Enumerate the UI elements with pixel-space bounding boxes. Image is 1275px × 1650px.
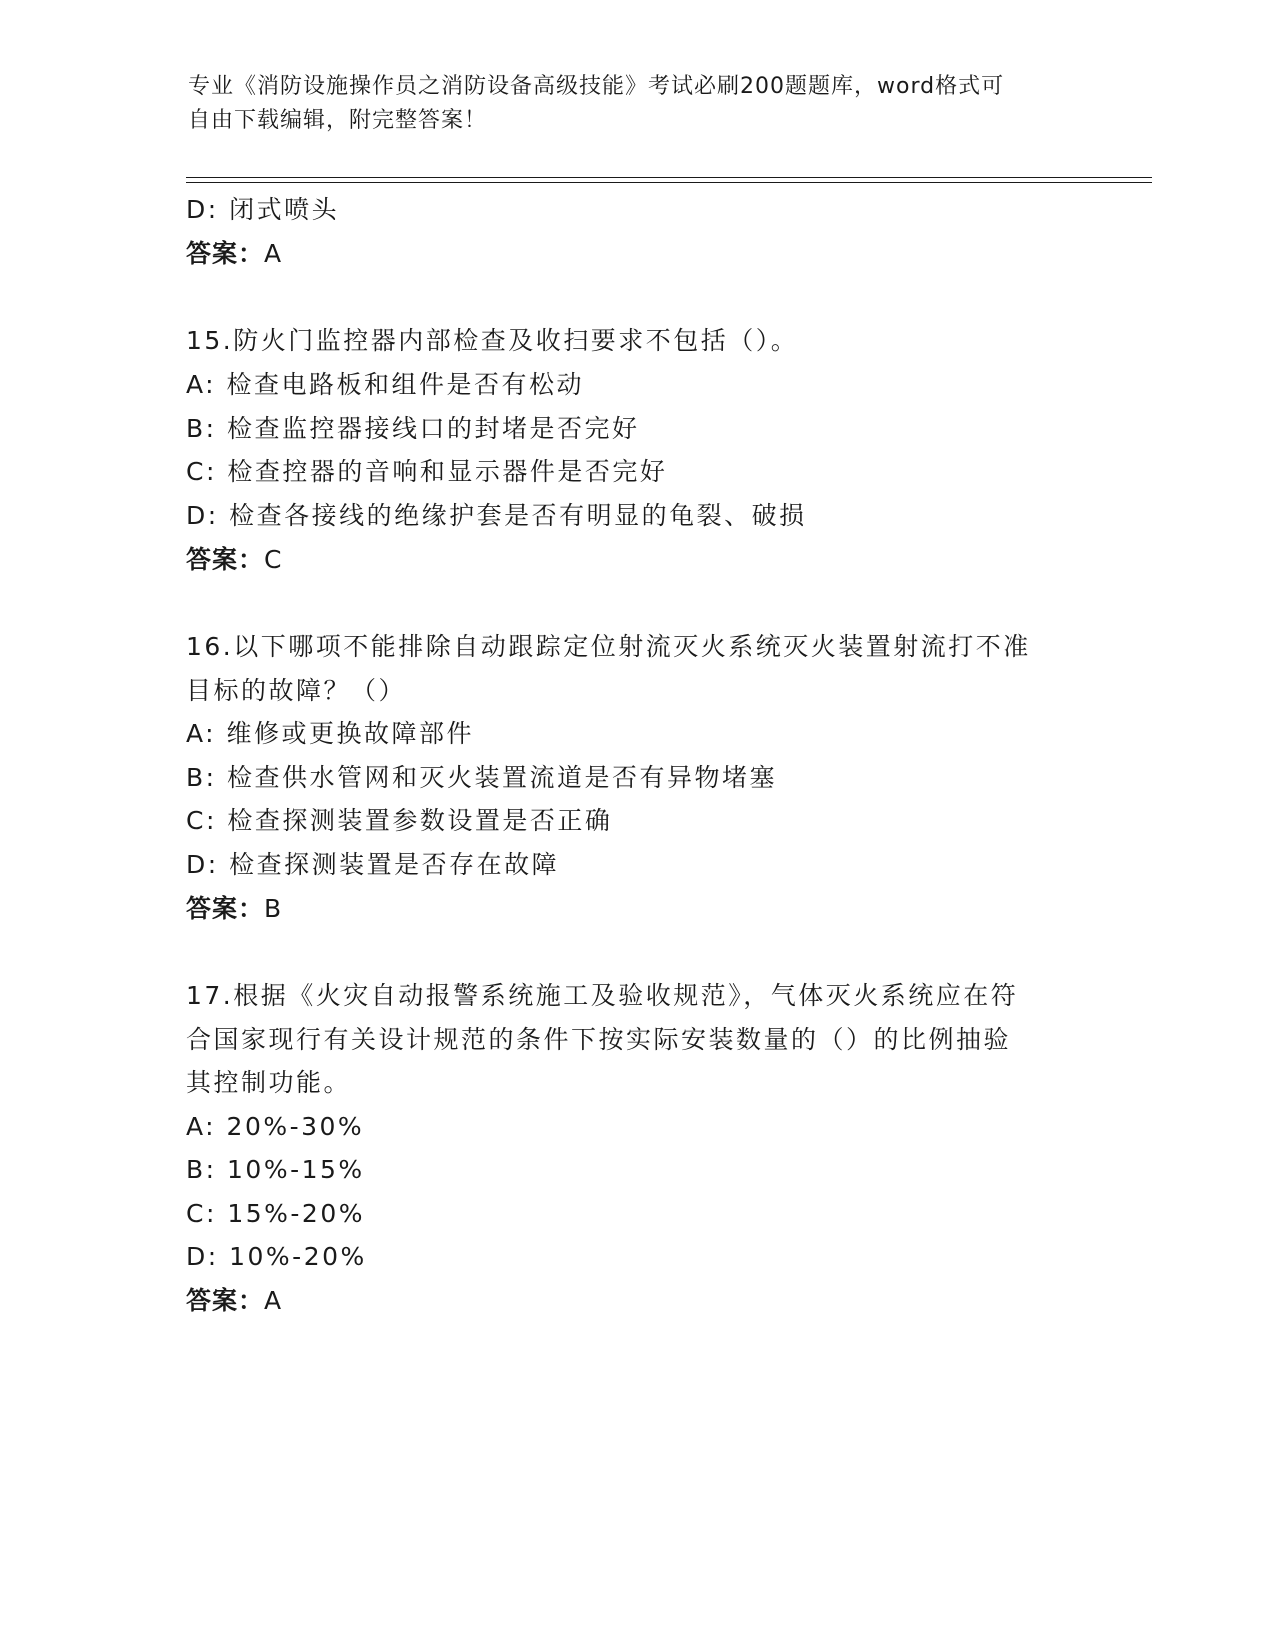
answer-label: 答案： xyxy=(186,1286,265,1315)
q17-option-b: B: 10%-15% xyxy=(186,1155,365,1184)
answer-value: C xyxy=(264,545,283,574)
q15-answer xyxy=(186,543,282,577)
q17-answer xyxy=(186,1284,282,1318)
q14-answer xyxy=(186,237,282,271)
q15-option-b: B: 检查监控器接线口的封堵是否完好 xyxy=(186,414,640,443)
answer-label: 答案： xyxy=(186,239,265,268)
q16-option-d: D: 检查探测装置是否存在故障 xyxy=(186,850,560,879)
q15-option-c: C: 检查控器的音响和显示器件是否完好 xyxy=(186,457,668,486)
q16-option-a: A: 维修或更换故障部件 xyxy=(186,719,475,748)
header-divider-bottom xyxy=(186,182,1152,183)
q17-stem-line-1: 17.根据《火灾自动报警系统施工及验收规范》，气体灭火系统应在符 xyxy=(186,981,1019,1010)
header-divider-top xyxy=(186,177,1152,178)
q17-option-d: D: 10%-20% xyxy=(186,1242,367,1271)
answer-label: 答案： xyxy=(186,545,265,574)
answer-value: A xyxy=(264,239,283,268)
answer-value: B xyxy=(264,894,283,923)
q17-option-c: C: 15%-20% xyxy=(186,1199,365,1228)
q17-option-a: A: 20%-30% xyxy=(186,1112,365,1141)
q16-stem-line-1: 16.以下哪项不能排除自动跟踪定位射流灭火系统灭火装置射流打不准 xyxy=(186,632,1031,661)
q16-option-c: C: 检查探测装置参数设置是否正确 xyxy=(186,806,613,835)
q15-option-d: D: 检查各接线的绝缘护套是否有明显的龟裂、破损 xyxy=(186,501,807,530)
answer-label: 答案： xyxy=(186,894,265,923)
header-line-1: 专业《消防设施操作员之消防设备高级技能》考试必刷200题题库，word格式可 xyxy=(188,74,1005,99)
q16-option-b: B: 检查供水管网和灭火装置流道是否有异物堵塞 xyxy=(186,763,778,792)
q16-answer xyxy=(186,892,282,926)
header-line-2: 自由下载编辑，附完整答案！ xyxy=(188,108,488,133)
q17-stem-line-3: 其控制功能。 xyxy=(186,1068,352,1097)
answer-value: A xyxy=(264,1286,283,1315)
q16-stem-line-2: 目标的故障？（） xyxy=(186,676,407,705)
q15-option-a: A: 检查电路板和组件是否有松动 xyxy=(186,370,585,399)
q14-option-d: D: 闭式喷头 xyxy=(186,195,340,224)
q17-stem-line-2: 合国家现行有关设计规范的条件下按实际安装数量的（）的比例抽验 xyxy=(186,1025,1012,1054)
q15-stem: 15.防火门监控器内部检查及收扫要求不包括（）。 xyxy=(186,326,799,355)
page-header xyxy=(188,70,1068,138)
